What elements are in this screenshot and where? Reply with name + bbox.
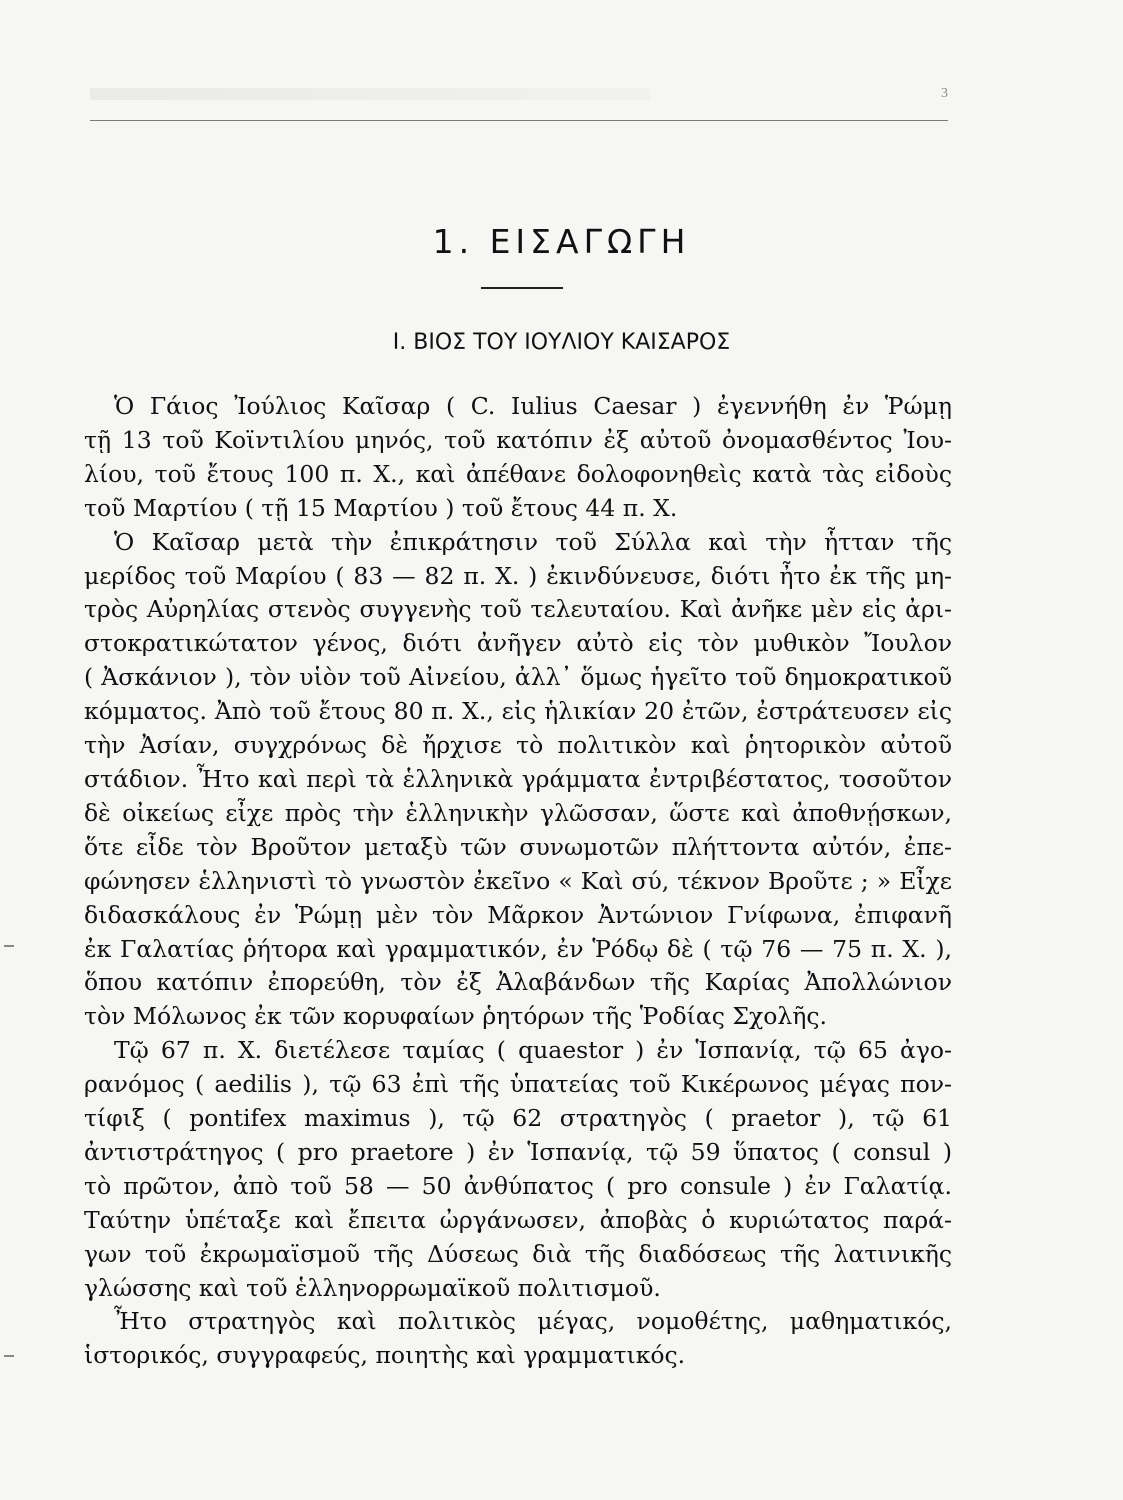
text-line: φώνησεν ἑλληνιστὶ τὸ γνωστὸν ἐκεῖνο « Καὶ σύ, τέκνον Βροῦτε ; » Εἶχε xyxy=(84,866,952,895)
text-line: ρανόμος ( aedilis ), τῷ 63 ἐπὶ τῆς ὑπατείας τοῦ Κικέρωνος μέγας πον- xyxy=(84,1070,952,1099)
paragraph xyxy=(84,1305,952,1373)
chapter-title: 1. ΕΙΣΑΓΩΓΗ xyxy=(432,222,691,261)
body-text xyxy=(84,390,952,1373)
text-line: τὴν Ἀσίαν, συγχρόνως δὲ ἤρχισε τὸ πολιτικὸν καὶ ῥητορικὸν αὐτοῦ xyxy=(84,731,952,760)
text-line: λίου, τοῦ ἔτους 100 π. Χ., καὶ ἀπέθανε δολοφονηθεὶς κατὰ τὰς εἰδοὺς xyxy=(84,459,952,488)
text-line: ἱστορικός, συγγραφεύς, ποιητὴς καὶ γραμματικός. xyxy=(84,1341,686,1370)
text-line: δὲ οἰκείως εἶχε πρὸς τὴν ἑλληνικὴν γλῶσσαν, ὥστε καὶ ἀποθνῄσκων, xyxy=(84,798,952,827)
text-line: Ὁ Καῖσαρ μετὰ τὴν ἐπικράτησιν τοῦ Σύλλα καὶ τὴν ἧτταν τῆς xyxy=(114,527,952,556)
paragraph xyxy=(84,526,952,1035)
text-line: Ταύτην ὑπέταξε καὶ ἔπειτα ὠργάνωσεν, ἀποβὰς ὁ κυριώτατος παρά- xyxy=(84,1205,952,1234)
text-line: Τῷ 67 π. Χ. διετέλεσε ταμίας ( quaestor ) ἐν Ἱσπανίᾳ, τῷ 65 ἀγο- xyxy=(114,1036,952,1065)
text-line: στάδιον. Ἦτο καὶ περὶ τὰ ἑλληνικὰ γράμματα ἐντριβέστατος, τοσοῦτον xyxy=(84,764,952,793)
text-line: ὅπου κατόπιν ἐπορεύθη, τὸν ἐξ Ἀλαβάνδων τῆς Καρίας Ἀπολλώνιον xyxy=(84,968,952,997)
text-line: τὸ πρῶτον, ἀπὸ τοῦ 58 — 50 ἀνθύπατος ( pro consule ) ἐν Γαλατίᾳ. xyxy=(84,1171,952,1200)
scan-mark xyxy=(4,945,14,947)
text-line: ( Ἀσκάνιον ), τὸν υἱὸν τοῦ Αἰνείου, ἀλλ᾽ ὅμως ἡγεῖτο τοῦ δημοκρατικοῦ xyxy=(84,663,952,692)
text-line: γλώσσης καὶ τοῦ ἑλληνορρωμαϊκοῦ πολιτισμοῦ. xyxy=(84,1273,661,1302)
text-line: ἀντιστράτηγος ( pro praetore ) ἐν Ἱσπανίᾳ, τῷ 59 ὕπατος ( consul ) xyxy=(84,1137,952,1166)
text-line: τίφιξ ( pontifex maximus ), τῷ 62 στρατηγὸς ( praetor ), τῷ 61 xyxy=(84,1104,952,1133)
text-line: τὸν Μόλωνος ἐκ τῶν κορυφαίων ῥητόρων τῆς Ῥοδίας Σχολῆς. xyxy=(84,1002,827,1031)
text-line: κόμματος. Ἀπὸ τοῦ ἔτους 80 π. Χ., εἰς ἡλικίαν 20 ἐτῶν, ἐστράτευσεν εἰς xyxy=(84,697,952,726)
text-line: διδασκάλους ἐν Ῥώμῃ μὲν τὸν Μᾶρκον Ἀντώνιον Γνίφωνα, ἐπιφανῆ xyxy=(84,900,952,929)
text-line: γων τοῦ ἐκρωμαϊσμοῦ τῆς Δύσεως διὰ τῆς διαδόσεως τῆς λατινικῆς xyxy=(84,1239,952,1268)
text-line: Ἦτο στρατηγὸς καὶ πολιτικὸς μέγας, νομοθέτης, μαθηματικός, xyxy=(114,1307,952,1336)
faint-running-header xyxy=(90,88,650,100)
page-header xyxy=(90,80,948,121)
text-line: τῇ 13 τοῦ Κοϊντιλίου μηνός, τοῦ κατόπιν ἐξ αὐτοῦ ὀνομασθέντος Ἰου- xyxy=(84,425,952,454)
paragraph xyxy=(84,390,952,526)
text-line: μερίδος τοῦ Μαρίου ( 83 — 82 π. Χ. ) ἐκινδύνευσε, διότι ἦτο ἐκ τῆς μη- xyxy=(84,561,952,590)
text-line: Ὁ Γάιος Ἰούλιος Καῖσαρ ( C. Iulius Caesar ) ἐγεννήθη ἐν Ῥώμῃ xyxy=(114,392,952,420)
title-rule xyxy=(481,287,563,289)
paragraph xyxy=(84,1034,952,1305)
section-title: Ι. ΒΙΟΣ ΤΟΥ ΙΟΥΛΙΟΥ ΚΑΙΣΑΡΟΣ xyxy=(392,330,731,355)
text-line: τρὸς Αὐρηλίας στενὸς συγγενὴς τοῦ τελευταίου. Καὶ ἀνῆκε μὲν εἰς ἀρι- xyxy=(84,595,952,624)
text-line: στοκρατικώτατον γένος, διότι ἀνῆγεν αὐτὸ εἰς τὸν μυθικὸν Ἴουλον xyxy=(84,629,952,658)
text-line: τοῦ Μαρτίου ( τῇ 15 Μαρτίου ) τοῦ ἔτους 44 π. Χ. xyxy=(84,493,678,522)
page-number: 3 xyxy=(941,86,948,101)
text-line: ἐκ Γαλατίας ῥήτορα καὶ γραμματικόν, ἐν Ῥόδῳ δὲ ( τῷ 76 — 75 π. Χ. ), xyxy=(84,934,952,963)
scan-mark xyxy=(4,1355,14,1357)
text-line: ὅτε εἶδε τὸν Βροῦτον μεταξὺ τῶν συνωμοτῶν πλήττοντα αὐτόν, ἐπε- xyxy=(84,832,952,861)
